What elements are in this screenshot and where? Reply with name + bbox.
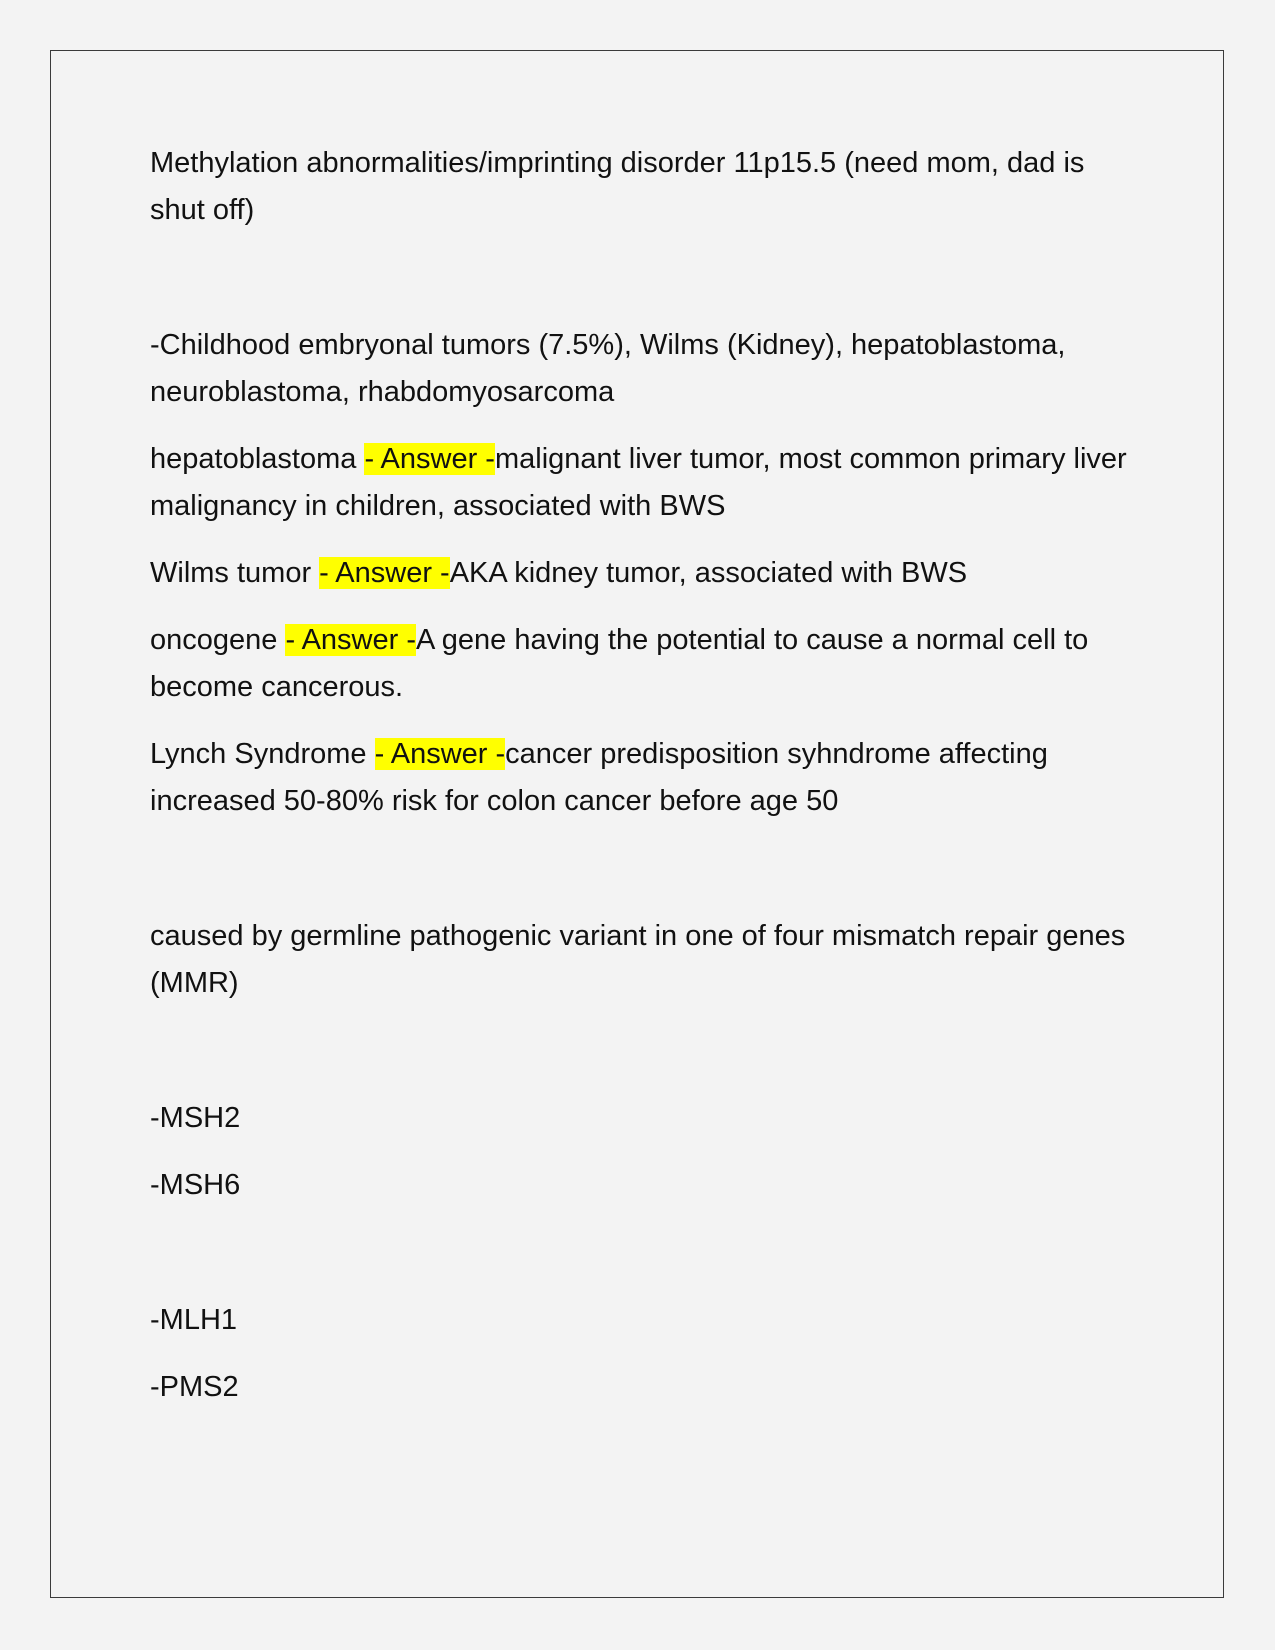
card-lynch-syndrome — [150, 731, 1130, 825]
lynch-cause-paragraph: caused by germline pathogenic variant in one of four mismatch repair genes (MMR) — [150, 920, 1126, 999]
card-term: hepatoblastoma — [150, 443, 365, 475]
tumors-paragraph: -Childhood embryonal tumors (7.5%), Wilms (Kidney), hepatoblastoma, neuroblastoma, rhabdomyosarcoma — [150, 329, 1066, 408]
gene-item-mlh1: -MLH1 — [150, 1304, 238, 1336]
gene-item-msh2: -MSH2 — [150, 1102, 241, 1134]
answer-marker: - Answer - — [364, 443, 495, 475]
answer-marker: - Answer - — [319, 557, 450, 589]
card-term: Lynch Syndrome — [150, 738, 375, 770]
card-hepatoblastoma — [150, 436, 1130, 530]
card-definition: malignant liver tumor, most common primary liver malignancy in children, associated with BWS — [150, 443, 1127, 522]
card-definition: AKA kidney tumor, associated with BWS — [449, 557, 968, 589]
card-term: Wilms tumor — [150, 557, 320, 589]
answer-marker: - Answer - — [285, 624, 416, 656]
card-wilms-tumor — [150, 550, 1130, 597]
gene-item-msh6: -MSH6 — [150, 1169, 241, 1201]
card-oncogene — [150, 617, 1130, 711]
gene-item-pms2: -PMS2 — [150, 1371, 239, 1403]
card-definition: cancer predisposition syhndrome affecting increased 50-80% risk for colon cancer before age 50 — [150, 738, 1048, 817]
answer-marker: - Answer - — [374, 738, 506, 770]
intro-paragraph: Methylation abnormalities/imprinting disorder 11p15.5 (need mom, dad is shut off) — [150, 147, 1085, 226]
card-term: oncogene — [150, 624, 286, 656]
document-body — [150, 140, 1130, 1411]
card-definition: A gene having the potential to cause a normal cell to become cancerous. — [150, 624, 1089, 703]
